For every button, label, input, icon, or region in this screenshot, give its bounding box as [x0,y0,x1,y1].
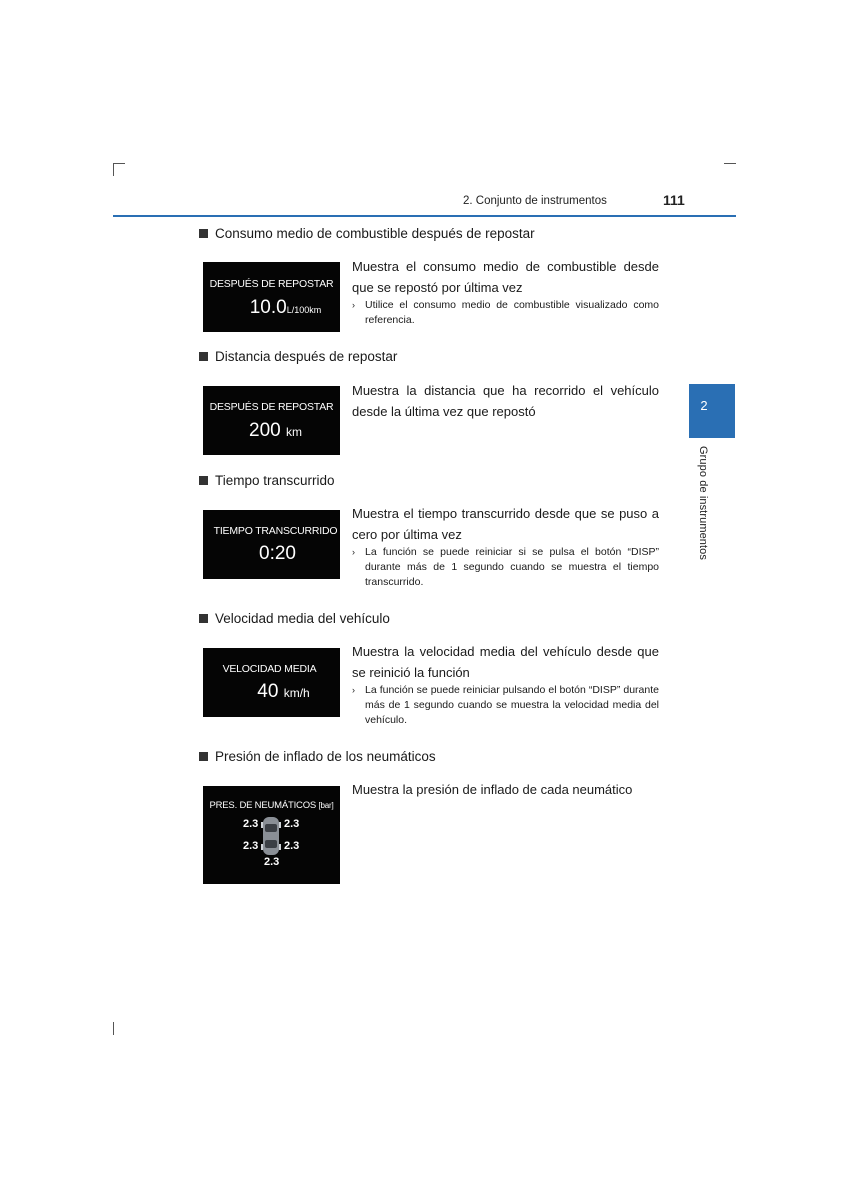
chapter-tab-label: Grupo de instrumentos [697,446,709,560]
page-number: 111 [663,192,685,208]
bullet-square-icon [199,752,208,761]
display-value: 0:20 [259,543,296,564]
section-heading-average-speed: Velocidad media del vehículo [199,611,390,626]
bullet-square-icon [199,476,208,485]
tire-spare: 2.3 [264,856,280,868]
section-description: Muestra la distancia que ha recorrido el vehículo desde la última vez que repostó [352,383,659,419]
section-description: Muestra el tiempo transcurrido desde que se puso a cero por última vez [352,506,659,542]
note-arrow-icon: › [352,685,355,695]
tire-rear-left: 2.3 [243,840,259,852]
bullet-square-icon [199,229,208,238]
tire-front-right: 2.3 [284,818,300,830]
display-value: 200 km [249,420,302,441]
crop-mark-bottom-left [113,1022,114,1035]
section-note: › La función se puede reiniciar pulsando el botón “DISP” durante más de 1 segundo cuando se muestra la velocidad media del vehículo. [352,684,659,726]
tire-rear-right: 2.3 [284,840,300,852]
section-note: › Utilice el consumo medio de combustible visualizado como referencia. [352,299,659,326]
display-title: DESPUÉS DE REPOSTAR [209,401,334,413]
display-title: DESPUÉS DE REPOSTAR [209,278,334,290]
bullet-square-icon [199,614,208,623]
display-average-speed [203,648,340,717]
display-value: 10.0L/100km [249,297,322,318]
display-title: TIEMPO TRANSCURRIDO [213,525,338,537]
section-description: Muestra la presión de inflado de cada neumático [352,782,633,797]
section-heading-elapsed-time: Tiempo transcurrido [199,473,335,488]
crop-mark-top-right [724,163,736,164]
tire-front-left: 2.3 [243,818,259,830]
section-description: Muestra el consumo medio de combustible desde que se repostó por última vez [352,259,659,295]
display-title: PRES. DE NEUMÁTICOS [bar] [209,800,334,811]
display-value: 40 km/h [257,681,310,702]
running-header: 2. Conjunto de instrumentos [463,195,607,207]
display-fuel-consumption [203,262,340,332]
section-description: Muestra la velocidad media del vehículo desde que se reinició la función [352,644,659,680]
note-arrow-icon: › [352,547,355,557]
crop-mark-top-left-v [113,163,114,176]
section-heading-fuel-consumption: Consumo medio de combustible después de repostar [199,226,535,241]
crop-mark-top-left-h [113,163,125,164]
display-tire-pressure [203,786,340,884]
bullet-square-icon [199,352,208,361]
chapter-tab [689,384,735,438]
section-heading-distance: Distancia después de repostar [199,349,397,364]
display-title: VELOCIDAD MEDIA [222,663,317,675]
display-distance [203,386,340,455]
car-top-view-icon [261,816,281,856]
header-rule [113,215,736,217]
section-note: › La función se puede reiniciar si se pulsa el botón “DISP” durante más de 1 segundo cuando se muestra el tiempo transcurrido. [352,546,659,588]
display-elapsed-time [203,510,340,579]
section-heading-tire-pressure: Presión de inflado de los neumáticos [199,749,436,764]
chapter-tab-number: 2 [700,398,708,413]
note-arrow-icon: › [352,300,355,310]
